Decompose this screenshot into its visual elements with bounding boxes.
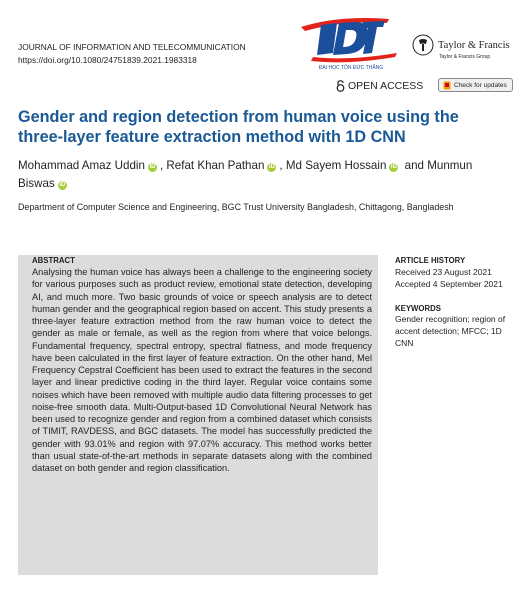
publisher-emblem-icon	[412, 34, 434, 56]
author-name[interactable]: Refat Khan Pathan	[166, 159, 265, 172]
author-and: and	[404, 159, 424, 172]
article-title: Gender and region detection from human voice using the three-layer feature extraction method with 1D CNN	[18, 108, 459, 146]
article-history-heading: ARTICLE HISTORY	[395, 256, 466, 265]
affiliation: Department of Computer Science and Engineering, BGC Trust University Bangladesh, Chittagong, Bangladesh	[18, 202, 454, 212]
university-name-vi: ĐẠI HỌC TÔN ĐỨC THẮNG	[318, 65, 384, 71]
orcid-icon[interactable]: iD	[149, 164, 156, 170]
publisher-group: Taylor & Francis Group	[439, 54, 491, 60]
open-access-label: OPEN ACCESS	[348, 80, 424, 92]
check-updates-button[interactable]	[438, 78, 513, 92]
author-name[interactable]: Mohammad Amaz Uddin	[18, 159, 145, 172]
keywords-list: Gender recognition; region of accent detection; MFCC; 1D CNN	[395, 314, 506, 348]
crossmark-icon	[443, 81, 451, 90]
university-logo	[299, 9, 403, 73]
author-name[interactable]: Munmun Biswas	[18, 159, 473, 190]
accepted-date: Accepted 4 September 2021	[395, 279, 503, 289]
publisher-logo	[412, 34, 510, 60]
orcid-icon[interactable]: iD	[59, 182, 66, 188]
open-lock-icon	[336, 80, 345, 92]
orcid-icon[interactable]: iD	[268, 164, 275, 170]
orcid-icon[interactable]: iD	[390, 164, 397, 170]
check-updates-label: Check for updates	[454, 81, 507, 89]
keywords-heading: KEYWORDS	[395, 304, 441, 313]
abstract-text: Analysing the human voice has always been a challenge to the engineering society for various purposes such as product review, emotional state detection, developing AI, and much more. Two basic grounds of voice or speech analysis are to detect human gender and the geographical region based on accent. This study presents a three-layer feature extraction method from the raw human voice to detect the gender as male or female, as well as the region from where that voice belongs. Fundamental frequency, spectral entropy, spectral flatness, and mode frequency have been calculated in the first layer of feature extraction. On the other hand, Mel Frequency Cepstral Coefficient has been used to extract the features in the second layer and linear predictive coding in the third layer. Regular voice contains some noises which have been removed with multiple audio data filtering processes to get noise-free smooth data. Multi-Output-based 1D Convolutional Neural Network has been used to recognize gender and region from a combined dataset which consists of TIMIT, RAVDESS, and BGC datasets. The model has successfully predicted the gender with 93.01% and region with 97.07% accuracy. This method works better than usual state-of-the-art methods in separate datasets along with the combined dataset on both gender and region classification.	[32, 267, 372, 473]
journal-header	[18, 41, 246, 67]
journal-name: JOURNAL OF INFORMATION AND TELECOMMUNICATION	[18, 42, 246, 52]
open-access-badge	[336, 80, 423, 92]
abstract-heading: ABSTRACT	[32, 256, 75, 265]
tdt-logo-graphic	[299, 9, 403, 73]
author-list: Mohammad Amaz Uddin iD , Refat Khan Pathan iD , Md Sayem Hossain iD and Munmun Biswas iD	[18, 159, 473, 190]
doi-link[interactable]: https://doi.org/10.1080/24751839.2021.1983318	[18, 55, 197, 65]
author-name[interactable]: Md Sayem Hossain	[285, 159, 387, 172]
article-history	[395, 266, 503, 290]
publisher-name: Taylor & Francis	[438, 39, 510, 51]
received-date: Received 23 August 2021	[395, 267, 492, 277]
